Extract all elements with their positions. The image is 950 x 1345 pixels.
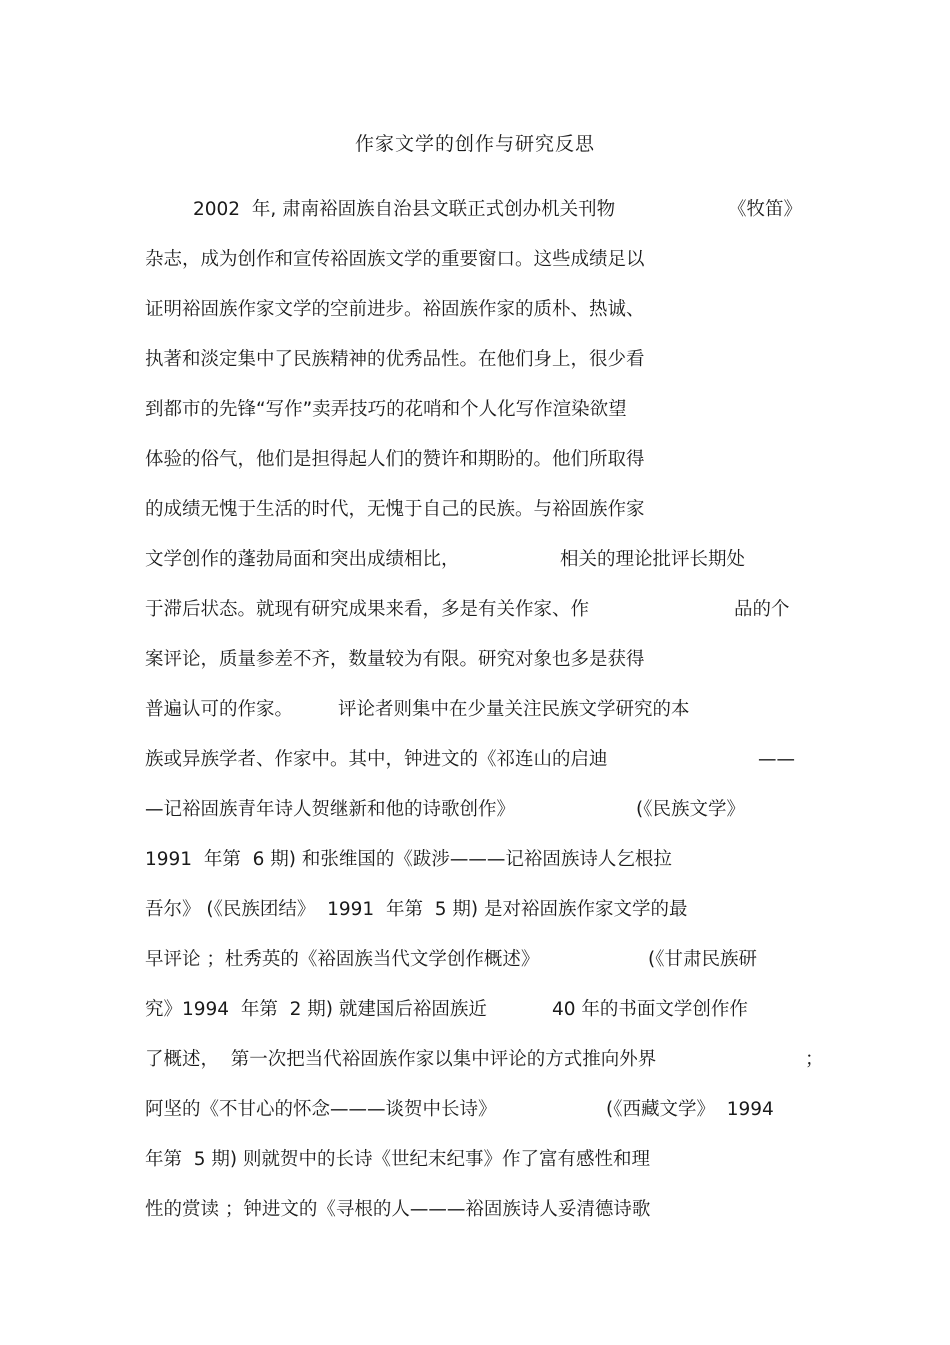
paragraph-line <box>145 595 825 645</box>
line-text-right: 评论者则集中在少量关注民族文学研究的本 <box>338 699 690 720</box>
line-text: 的成绩无愧于生活的时代，无愧于自己的民族。与裕固族作家 <box>145 499 645 520</box>
line-text-right: —— <box>758 749 795 770</box>
paragraph-line <box>145 845 825 895</box>
line-text: 杂志，成为创作和宣传裕固族文学的重要窗口。这些成绩足以 <box>145 249 645 270</box>
paragraph-line <box>145 695 825 745</box>
line-text-right: 相关的理论批评长期处 <box>560 549 746 570</box>
line-text: 体验的俗气，他们是担得起人们的赞许和期盼的。他们所取得 <box>145 449 645 470</box>
line-text: 了概述， 第一次把当代裕固族作家以集中评论的方式推向外界 <box>145 1049 657 1070</box>
line-text-right: (《民族文学》 <box>636 799 745 820</box>
line-text-right: 品的个 <box>734 599 790 620</box>
paragraph-line <box>145 945 825 995</box>
line-text: 于滞后状态。就现有研究成果来看，多是有关作家、作 <box>145 599 590 620</box>
paragraph-line <box>145 245 825 295</box>
line-text-right: 40 年的书面文学创作作 <box>552 999 748 1020</box>
line-text-right: 《牧笛》 <box>728 199 803 220</box>
line-text: 族或异族学者、作家中。其中，钟进文的《祁连山的启迪 <box>145 749 608 770</box>
paragraph-line <box>145 345 825 395</box>
line-text: 年第 5 期) 则就贺中的长诗《世纪末纪事》作了富有感性和理 <box>145 1149 651 1170</box>
line-text-right: (《西藏文学》 1994 <box>606 1099 774 1120</box>
paragraph-line <box>145 195 825 245</box>
line-text: 2002 年, 肃南裕固族自治县文联正式创办机关刊物 <box>193 199 616 220</box>
paragraph-line <box>145 895 825 945</box>
line-text: 早评论 ；杜秀英的《裕固族当代文学创作概述》 <box>145 949 540 970</box>
line-text: 究》1994 年第 2 期) 就建国后裕固族近 <box>145 999 487 1020</box>
paragraph-line <box>145 1045 825 1095</box>
paragraph-line <box>145 1195 825 1245</box>
paragraph-line <box>145 645 825 695</box>
paragraph-line <box>145 445 825 495</box>
line-text: 普遍认可的作家。 <box>145 699 294 720</box>
paragraph-line <box>145 995 825 1045</box>
line-text: 吾尔》 (《民族团结》 1991 年第 5 期) 是对裕固族作家文学的最 <box>145 899 688 920</box>
paragraph-line <box>145 795 825 845</box>
line-text: 阿坚的《不甘心的怀念———谈贺中长诗》 <box>145 1099 497 1120</box>
line-text-right: (《甘肃民族研 <box>648 949 757 970</box>
line-text: —记裕固族青年诗人贺继新和他的诗歌创作》 <box>145 799 516 820</box>
line-text: 执著和淡定集中了民族精神的优秀品性。在他们身上，很少看 <box>145 349 645 370</box>
line-text: 性的赏读 ；钟进文的《寻根的人———裕固族诗人妥清德诗歌 <box>145 1199 651 1220</box>
paragraph-line <box>145 295 825 345</box>
paragraph-line <box>145 1095 825 1145</box>
paragraph-line <box>145 395 825 445</box>
document-title: 作家文学的创作与研究反思 <box>354 133 595 155</box>
line-text: 案评论，质量参差不齐，数量较为有限。研究对象也多是获得 <box>145 649 645 670</box>
paragraph-line <box>145 545 825 595</box>
line-text: 1991 年第 6 期) 和张维国的《跋涉———记裕固族诗人乞根拉 <box>145 849 672 870</box>
paragraph-line <box>145 1145 825 1195</box>
paragraph-line <box>145 745 825 795</box>
paragraph-line <box>145 495 825 545</box>
line-text: 到都市的先锋“写作”卖弄技巧的花哨和个人化写作渲染欲望 <box>145 399 627 420</box>
line-text: 证明裕固族作家文学的空前进步。裕固族作家的质朴、热诚、 <box>145 299 645 320</box>
line-text: 文学创作的蓬勃局面和突出成绩相比， <box>145 549 460 570</box>
line-text-right: ； <box>805 1049 824 1070</box>
document-body <box>145 195 825 1245</box>
